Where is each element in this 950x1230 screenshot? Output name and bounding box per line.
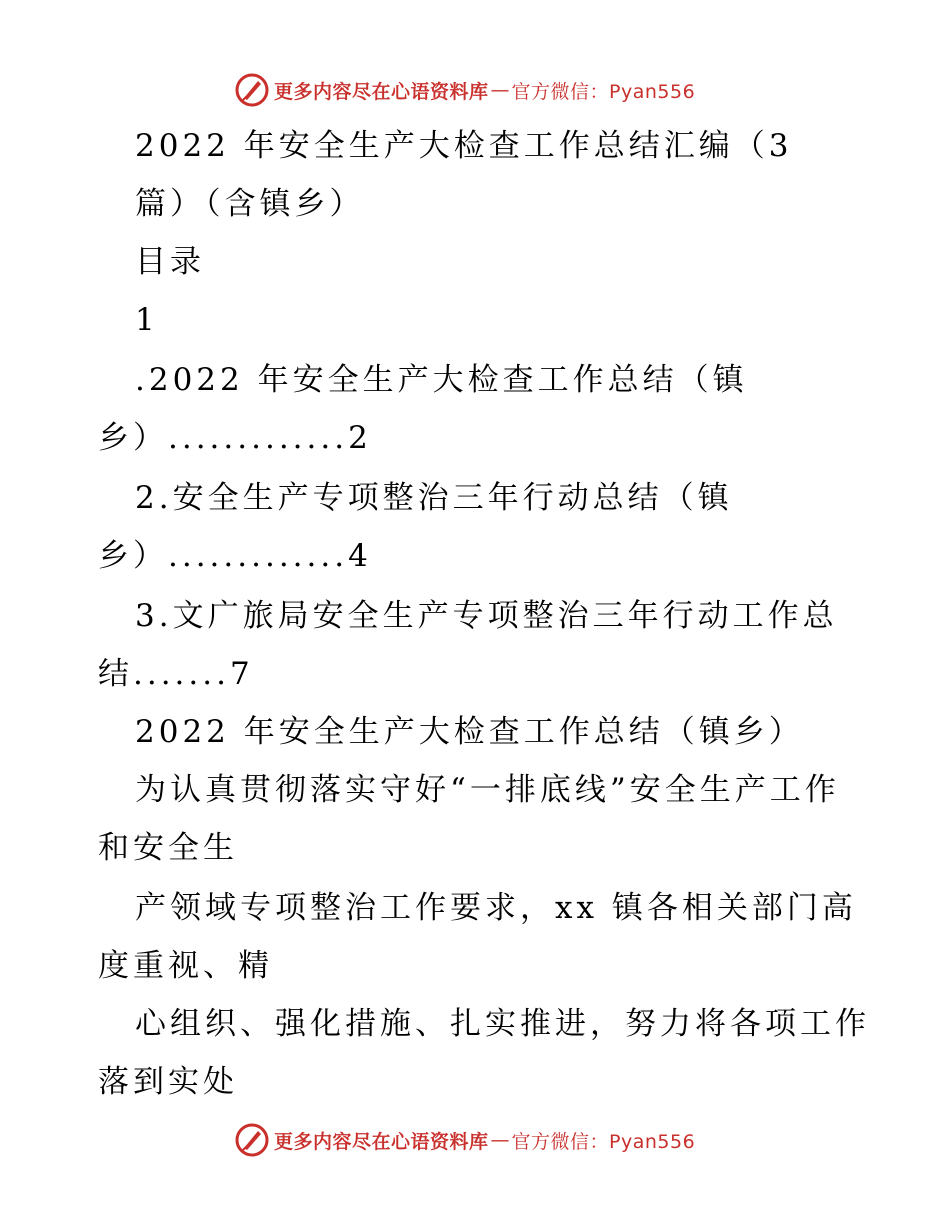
header-watermark xyxy=(234,72,695,108)
toc-entry-1-line-2: 乡）.............2 xyxy=(98,420,372,456)
toc-heading: 目录 xyxy=(135,244,205,280)
watermark-main-text: 更多内容尽在心语资料库 xyxy=(274,80,489,103)
body-paragraph-line-3: 产领域专项整治工作要求，xx 镇各相关部门高 xyxy=(135,890,857,926)
watermark-dash: — xyxy=(490,1129,510,1151)
body-paragraph-line-6: 落到实处 xyxy=(98,1064,238,1100)
quill-logo-icon xyxy=(234,72,270,108)
body-paragraph-line-5: 心组织、强化措施、扎实推进，努力将各项工作 xyxy=(135,1006,870,1042)
toc-entry-2-line-1: 2.安全生产专项整治三年行动总结（镇 xyxy=(135,480,733,516)
toc-entry-3-line-1: 3.文广旅局安全生产专项整治三年行动工作总 xyxy=(135,598,838,634)
body-paragraph-line-2: 和安全生 xyxy=(98,830,238,866)
doc-title-line-2: 篇）（含镇乡） xyxy=(135,186,365,222)
toc-entry-3-line-2: 结.......7 xyxy=(98,656,254,692)
body-paragraph-line-4: 度重视、精 xyxy=(98,948,273,984)
toc-entry-1-line-1: .2022 年安全生产大检查工作总结（镇 xyxy=(135,362,748,398)
watermark-main-text: 更多内容尽在心语资料库 xyxy=(274,1130,489,1153)
watermark-contact-text: 官方微信：Pyan556 xyxy=(511,1130,696,1153)
doc-title-line-1: 2022 年安全生产大检查工作总结汇编（3 xyxy=(135,128,793,164)
toc-entry-2-line-2: 乡）.............4 xyxy=(98,538,372,574)
body-paragraph-line-1: 为认真贯彻落实守好“一排底线”安全生产工作 xyxy=(135,772,840,808)
watermark-dash: — xyxy=(490,79,510,101)
section-heading: 2022 年安全生产大检查工作总结（镇乡） xyxy=(135,714,804,750)
watermark-contact-text: 官方微信：Pyan556 xyxy=(511,80,696,103)
footer-watermark xyxy=(234,1122,695,1158)
toc-number: 1 xyxy=(135,302,159,338)
quill-logo-icon xyxy=(234,1122,270,1158)
